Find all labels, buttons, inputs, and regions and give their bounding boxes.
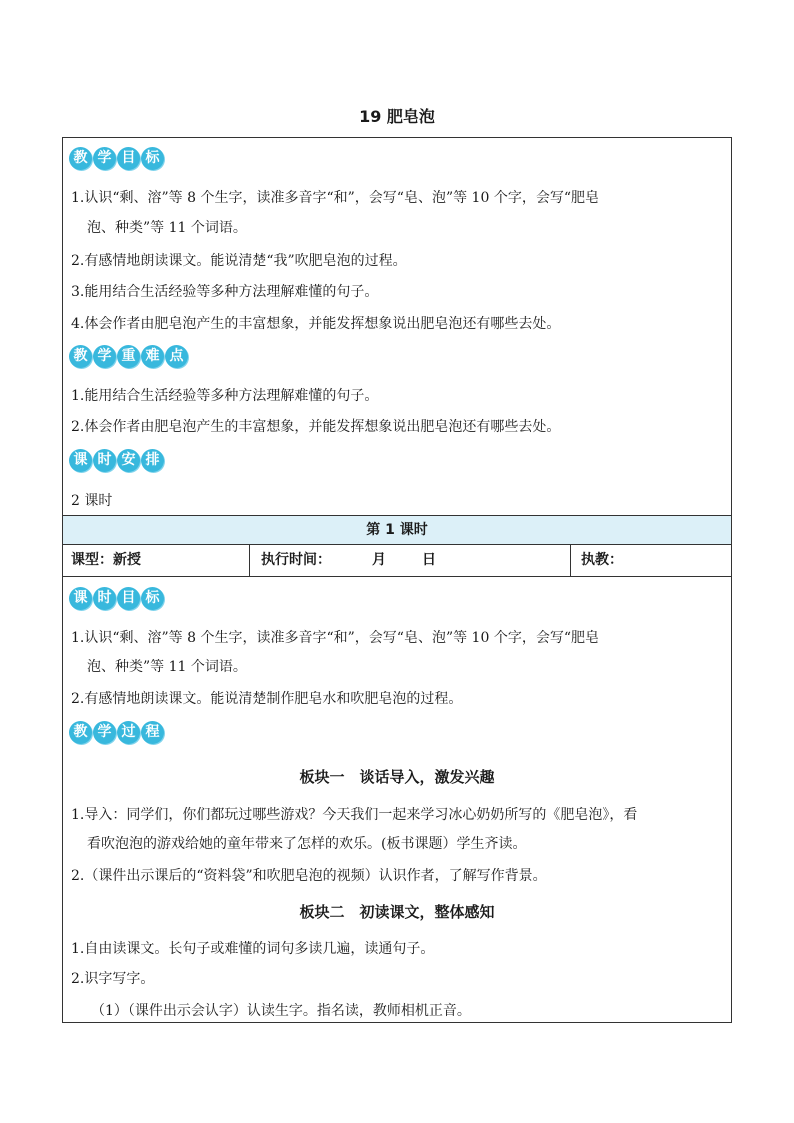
goal-item-1-cont: 泡、种类”等 11 个词语。 — [87, 220, 247, 236]
page-title: 19 肥皂泡 — [359, 107, 435, 126]
key-points-badge — [69, 345, 188, 371]
badge-char: 学 — [93, 147, 116, 170]
lesson-plan-table — [62, 137, 732, 1023]
teacher-label: 执教： — [581, 552, 623, 568]
badge-char: 安 — [117, 449, 140, 472]
badge-char: 教 — [69, 721, 92, 744]
lesson-band: 第 1 课时 — [63, 515, 731, 545]
badge-char: 程 — [141, 721, 164, 744]
block1-item-1-cont: 看吹泡泡的游戏给她的童年带来了怎样的欢乐。(板书课题）学生齐读。 — [87, 836, 527, 852]
goal-item-1: 1.认识“剩、溶”等 8 个生字，读准多音字“和”，会写“皂、泡”等 10 个字，会写“肥皂 — [71, 190, 599, 206]
divider — [249, 545, 250, 576]
time-label: 执行时间： — [261, 552, 331, 568]
info-row — [63, 545, 731, 577]
badge-char: 重 — [117, 345, 140, 368]
schedule-text: 2 课时 — [71, 493, 113, 509]
block2-heading: 板块二 初读课文，整体感知 — [299, 903, 495, 921]
block2-item-2: 2.识字写字。 — [71, 971, 155, 987]
goal-item-3: 3.能用结合生活经验等多种方法理解难懂的句子。 — [71, 284, 379, 300]
key-point-2: 2.体会作者由肥皂泡产生的丰富想象，并能发挥想象说出肥皂泡还有哪些去处。 — [71, 419, 561, 435]
goal-item-4: 4.体会作者由肥皂泡产生的丰富想象，并能发挥想象说出肥皂泡还有哪些去处。 — [71, 316, 561, 332]
block1-item-2: 2.（课件出示课后的“资料袋”和吹肥皂泡的视频）认识作者，了解写作背景。 — [71, 868, 547, 884]
lesson-type: 课型：新授 — [71, 552, 141, 568]
teaching-goals-badge — [69, 147, 164, 173]
badge-char: 标 — [141, 587, 164, 610]
badge-char: 目 — [117, 587, 140, 610]
lesson-goal-2: 2.有感情地朗读课文。能说清楚制作肥皂水和吹肥皂泡的过程。 — [71, 691, 463, 707]
key-point-1: 1.能用结合生活经验等多种方法理解难懂的句子。 — [71, 388, 379, 404]
badge-char: 教 — [69, 147, 92, 170]
badge-char: 课 — [69, 587, 92, 610]
block2-item-3: （1）（课件出示会认字）认读生字。指名读，教师相机正音。 — [91, 1003, 471, 1019]
lesson-goals-badge — [69, 587, 164, 613]
badge-char: 学 — [93, 721, 116, 744]
badge-char: 时 — [93, 587, 116, 610]
day-label: 日 — [422, 552, 436, 568]
badge-char: 排 — [141, 449, 164, 472]
badge-char: 目 — [117, 147, 140, 170]
badge-char: 点 — [165, 345, 188, 368]
divider — [570, 545, 571, 576]
badge-char: 时 — [93, 449, 116, 472]
goal-item-2: 2.有感情地朗读课文。能说清楚“我”吹肥皂泡的过程。 — [71, 253, 407, 269]
block1-heading: 板块一 谈话导入，激发兴趣 — [299, 768, 495, 786]
badge-char: 学 — [93, 345, 116, 368]
schedule-badge — [69, 449, 164, 475]
process-badge — [69, 721, 164, 747]
month-label: 月 — [372, 552, 386, 568]
lesson-goal-1: 1.认识“剩、溶”等 8 个生字，读准多音字“和”，会写“皂、泡”等 10 个字，会写“肥皂 — [71, 630, 599, 646]
badge-char: 教 — [69, 345, 92, 368]
block2-item-1: 1.自由读课文。长句子或难懂的词句多读几遍，读通句子。 — [71, 941, 435, 957]
badge-char: 课 — [69, 449, 92, 472]
lesson-goal-1-cont: 泡、种类”等 11 个词语。 — [87, 659, 247, 675]
badge-char: 难 — [141, 345, 164, 368]
badge-char: 标 — [141, 147, 164, 170]
block1-item-1: 1.导入：同学们，你们都玩过哪些游戏？今天我们一起来学习冰心奶奶所写的《肥皂泡》，看 — [71, 807, 638, 823]
badge-char: 过 — [117, 721, 140, 744]
